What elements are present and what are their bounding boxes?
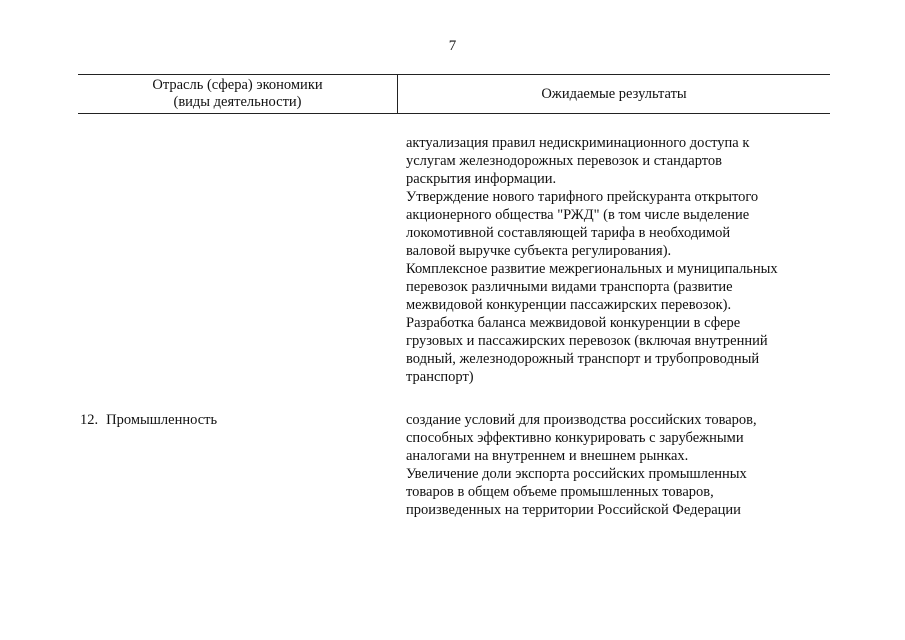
header-sector-line-1: Отрасль (сфера) экономики [152, 77, 323, 93]
result-line: валовой выручке субъекта регулирования). [406, 243, 672, 259]
sector-name: Промышленность [106, 412, 218, 428]
result-line: Разработка баланса межвидовой конкуренции в сфере [406, 315, 741, 331]
result-line: межвидовой конкуренции пассажирских перевозок). [406, 297, 732, 313]
result-line: грузовых и пассажирских перевозок (включая внутренний [406, 333, 768, 349]
result-line: раскрытия информации. [406, 171, 557, 187]
result-line: Увеличение доли экспорта российских промышленных [406, 466, 747, 482]
result-line: перевозок различными видами транспорта (развитие [406, 279, 733, 295]
result-line: создание условий для производства российских товаров, [406, 412, 757, 428]
table-header [78, 74, 830, 114]
table-row-results [406, 134, 826, 386]
header-sector-line-2: (виды деятельности) [173, 94, 302, 110]
result-line: Комплексное развитие межрегиональных и муниципальных [406, 261, 778, 277]
result-line: товаров в общем объеме промышленных товаров, [406, 484, 714, 500]
row-number: 12. [80, 412, 99, 428]
result-line: услугам железнодорожных перевозок и стандартов [406, 153, 723, 169]
result-line: аналогами на внутреннем и внешнем рынках. [406, 448, 689, 464]
table-row-results [406, 411, 826, 519]
result-line: локомотивной составляющей тарифа в необходимой [406, 225, 731, 241]
page-number: 7 [448, 38, 457, 54]
result-line: водный, железнодорожный транспорт и трубопроводный [406, 351, 760, 367]
result-line: Утверждение нового тарифного прейскуранта открытого [406, 189, 759, 205]
header-results-column: Ожидаемые результаты [541, 86, 687, 102]
result-line: акционерного общества "РЖД" (в том числе выделение [406, 207, 750, 223]
sector-label-industry [80, 411, 217, 429]
result-line: произведенных на территории Российской Федерации [406, 502, 741, 518]
result-line: транспорт) [406, 369, 474, 385]
header-sector-column [78, 75, 398, 113]
result-line: способных эффективно конкурировать с зарубежными [406, 430, 744, 446]
result-line: актуализация правил недискриминационного доступа к [406, 135, 750, 151]
